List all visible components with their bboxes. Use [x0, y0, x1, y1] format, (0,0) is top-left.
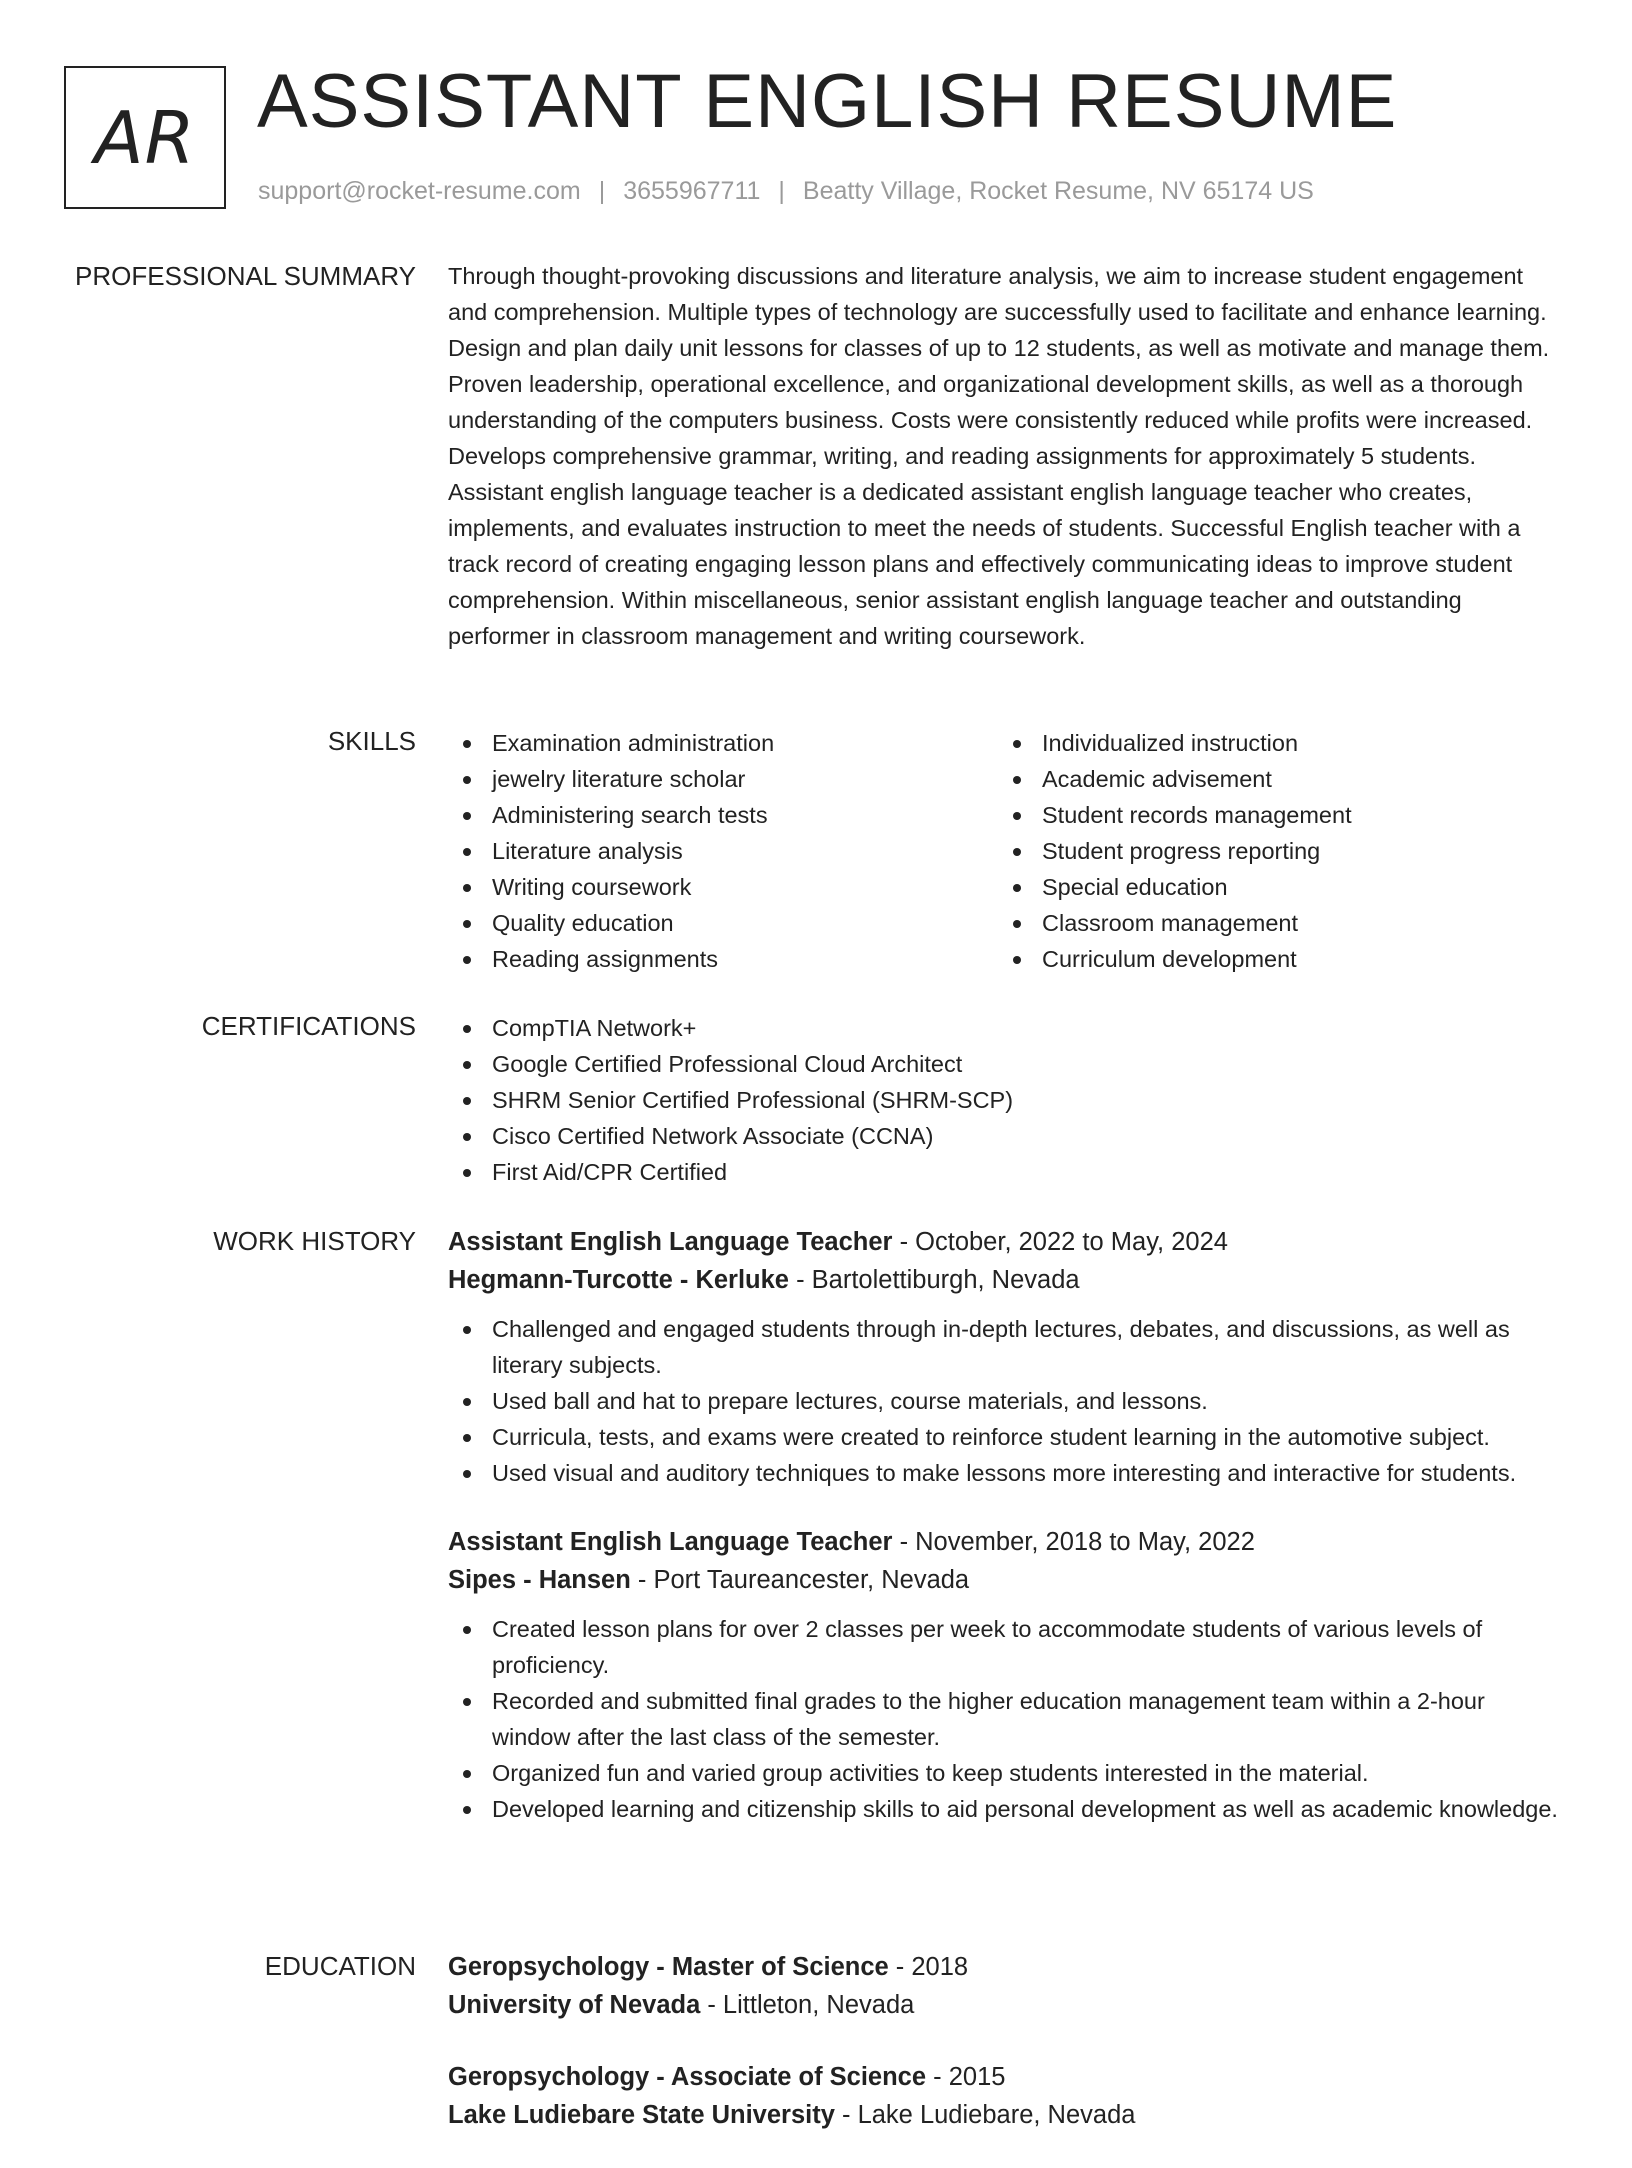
contact-separator: | — [598, 177, 606, 205]
degree-year: - 2018 — [888, 1953, 969, 1981]
summary-text: Through thought-provoking discussions and literature analysis, we aim to increase student engagement and comprehension. Multiple types of technology are successfully used to facilitate and enhance learning. Design and plan daily unit lessons for classes of up to 12 students, as well as motivate and manage them. Proven leadership, operational excellence, and organizational development skills, as well as a thorough understanding of the computers business. Costs were consistently reduced while profits were increased. Develops comprehensive grammar, writing, and reading assignments for approximately 5 students. Assistant english language teacher is a dedicated assistant english language teacher who creates, implements, and evaluates instruction to meet the needs of students. Successful English teacher with a track record of creating engaging lesson plans and effectively communicating ideas to improve student comprehension. Within miscellaneous, senior assistant english language teacher and outstanding performer in classroom management and writing coursework. — [448, 263, 1550, 649]
job-bullet-list — [448, 1611, 1568, 1827]
job-location: - Bartolettiburgh, Nevada — [789, 1266, 1080, 1294]
skill-item: Student records management — [998, 797, 1548, 833]
job-location: - Port Taureancester, Nevada — [630, 1566, 970, 1594]
skill-item: Curriculum development — [998, 941, 1548, 977]
job-bullet-list — [448, 1311, 1568, 1491]
resume-title: ASSISTANT ENGLISH RESUME — [257, 59, 1398, 144]
degree-year: - 2015 — [926, 2063, 1006, 2091]
job-bullet: Organized fun and varied group activities to keep students interested in the material. — [448, 1755, 1568, 1791]
skill-item: Academic advisement — [998, 761, 1548, 797]
education-heading: EDUCATION — [264, 1951, 416, 1981]
degree-line — [448, 1948, 1568, 1986]
work-history-heading: WORK HISTORY — [213, 1226, 416, 1256]
skills-list-left — [448, 725, 998, 977]
job-company: Sipes - Hansen — [448, 1566, 631, 1594]
contact-address: Beatty Village, Rocket Resume, NV 65174 US — [802, 177, 1314, 205]
job-entry — [448, 1523, 1568, 1827]
degree-name: Geropsychology - Master of Science — [448, 1953, 889, 1981]
school-line — [448, 1986, 1568, 2024]
certifications-section — [448, 1010, 1568, 1190]
school-location: - Lake Ludiebare, Nevada — [834, 2101, 1136, 2129]
job-title: Assistant English Language Teacher — [448, 1228, 893, 1256]
degree-line — [448, 2058, 1568, 2096]
monogram-initials: AR — [94, 95, 196, 180]
skill-item: Individualized instruction — [998, 725, 1548, 761]
school-name: University of Nevada — [448, 1991, 701, 2019]
certification-item: Google Certified Professional Cloud Architect — [448, 1046, 1568, 1082]
skill-item: Student progress reporting — [998, 833, 1548, 869]
job-bullet: Curricula, tests, and exams were created to reinforce student learning in the automotive subject. — [448, 1419, 1568, 1455]
job-dates: - October, 2022 to May, 2024 — [892, 1228, 1228, 1256]
job-dates: - November, 2018 to May, 2022 — [892, 1528, 1255, 1556]
job-bullet: Developed learning and citizenship skills to aid personal development as well as academic knowledge. — [448, 1791, 1568, 1827]
skill-item: Administering search tests — [448, 797, 998, 833]
degree-name: Geropsychology - Associate of Science — [448, 2063, 927, 2091]
job-title-line — [448, 1223, 1568, 1261]
skill-item: Writing coursework — [448, 869, 998, 905]
work-history-section — [448, 1223, 1568, 1859]
job-bullet: Created lesson plans for over 2 classes per week to accommodate students of various levels of proficiency. — [448, 1611, 1568, 1683]
skill-item: Examination administration — [448, 725, 998, 761]
job-entry — [448, 1223, 1568, 1491]
school-location: - Littleton, Nevada — [700, 1991, 915, 2019]
certification-item: Cisco Certified Network Associate (CCNA) — [448, 1118, 1568, 1154]
skills-list-right — [998, 725, 1548, 977]
skill-item: Special education — [998, 869, 1548, 905]
job-company: Hegmann-Turcotte - Kerluke — [448, 1266, 789, 1294]
skills-section — [448, 725, 1568, 977]
monogram-box — [64, 66, 226, 209]
job-bullet: Used ball and hat to prepare lectures, course materials, and lessons. — [448, 1383, 1568, 1419]
school-name: Lake Ludiebare State University — [448, 2101, 835, 2129]
certification-item: CompTIA Network+ — [448, 1010, 1568, 1046]
skills-heading: SKILLS — [327, 726, 416, 756]
job-org-line — [448, 1261, 1568, 1299]
skill-item: Quality education — [448, 905, 998, 941]
certifications-heading: CERTIFICATIONS — [201, 1011, 416, 1041]
education-section — [448, 1948, 1568, 2168]
education-entry — [448, 1948, 1568, 2024]
job-org-line — [448, 1561, 1568, 1599]
certification-item: SHRM Senior Certified Professional (SHRM-SCP) — [448, 1082, 1568, 1118]
contact-email[interactable]: support@rocket-resume.com — [258, 177, 581, 205]
education-entry — [448, 2058, 1568, 2134]
contact-phone[interactable]: 3655967711 — [623, 177, 761, 205]
job-bullet: Used visual and auditory techniques to make lessons more interesting and interactive for students. — [448, 1455, 1568, 1491]
summary-heading: PROFESSIONAL SUMMARY — [75, 261, 416, 291]
certifications-list — [448, 1010, 1568, 1190]
certification-item: First Aid/CPR Certified — [448, 1154, 1568, 1190]
contact-line — [258, 176, 1314, 206]
job-title: Assistant English Language Teacher — [448, 1528, 893, 1556]
skill-item: jewelry literature scholar — [448, 761, 998, 797]
job-bullet: Challenged and engaged students through in-depth lectures, debates, and discussions, as well as literary subjects. — [448, 1311, 1568, 1383]
job-bullet: Recorded and submitted final grades to the higher education management team within a 2-hour window after the last class of the semester. — [448, 1683, 1568, 1755]
skill-item: Reading assignments — [448, 941, 998, 977]
school-line — [448, 2096, 1568, 2134]
contact-separator: | — [778, 177, 785, 205]
job-title-line — [448, 1523, 1568, 1561]
skill-item: Classroom management — [998, 905, 1548, 941]
skill-item: Literature analysis — [448, 833, 998, 869]
